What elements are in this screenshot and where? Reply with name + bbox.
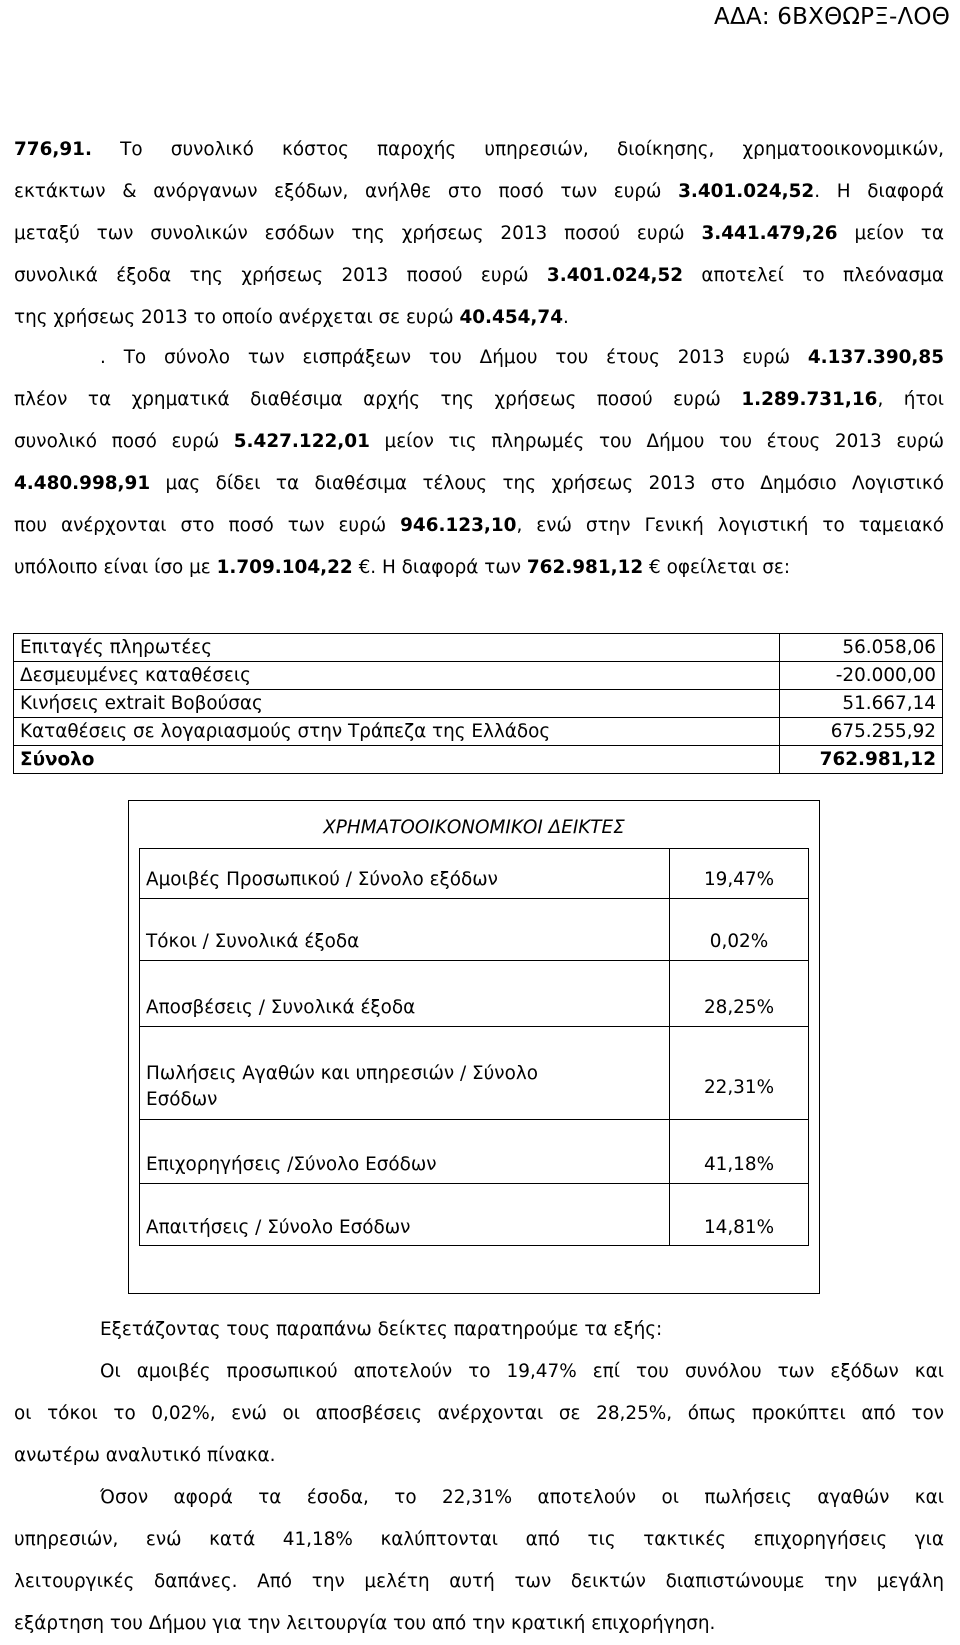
- row-value: 51.667,14: [780, 690, 943, 718]
- table-row: [140, 861, 809, 899]
- observation-line: οι τόκοι το 0,02%, ενώ οι αποσβέσεις ανέρχονται σε 28,25%, όπως προκύπτει από τον: [14, 1403, 944, 1424]
- cash-line-1: . Το σύνολο των εισπράξεων του Δήμου του έτους 2013 ευρώ 4.137.390,85: [100, 347, 944, 368]
- table-row: [140, 1056, 809, 1120]
- observation-line: Όσον αφορά τα έσοδα, το 22,31% αποτελούν οι πωλήσεις αγαθών και: [100, 1487, 944, 1508]
- indicators-table: [139, 848, 809, 1246]
- table-row: [140, 990, 809, 1027]
- table-row: [14, 690, 943, 718]
- table-row: [140, 1146, 809, 1184]
- indicator-value: 14,81%: [670, 1210, 809, 1246]
- indicator-value: 41,18%: [670, 1146, 809, 1184]
- row-label: Κινήσεις extrait Βοβούσας: [14, 690, 780, 718]
- observation-line: ανωτέρω αναλυτικό πίνακα.: [14, 1445, 276, 1466]
- intro-line-3: μεταξύ των συνολικών εσόδων της χρήσεως 2013 ποσού ευρώ 3.441.479,26 μείον τα: [14, 223, 944, 244]
- observations-section: [14, 1309, 944, 1645]
- spacer-row: [140, 899, 809, 924]
- table-row: [14, 634, 943, 662]
- ada-code: ΑΔΑ: 6ΒΧΘΩΡΞ-ΛΟΘ: [714, 4, 950, 30]
- total-row: [14, 746, 943, 774]
- observation-line: υπηρεσιών, ενώ κατά 41,18% καλύπτονται από τις τακτικές επιχορηγήσεις για: [14, 1529, 944, 1550]
- indicator-label: Απαιτήσεις / Σύνολο Εσόδων: [140, 1210, 670, 1246]
- table-row: [140, 1210, 809, 1246]
- difference-breakdown-table: [13, 633, 943, 774]
- row-label: Καταθέσεις σε λογαριασμούς στην Τράπεζα της Ελλάδος: [14, 718, 780, 746]
- observation-line: Οι αμοιβές προσωπικού αποτελούν το 19,47% επί του συνόλου των εξόδων και: [100, 1361, 944, 1382]
- table-row: [140, 924, 809, 961]
- cash-line-6: υπόλοιπο είναι ίσο με 1.709.104,22 €. Η διαφορά των 762.981,12 € οφείλεται σε:: [14, 557, 791, 578]
- total-label: Σύνολο: [14, 746, 780, 774]
- spacer-row: [140, 1184, 809, 1210]
- financial-indicators-box: [128, 800, 820, 1294]
- cash-line-3: συνολικό ποσό ευρώ 5.427.122,01 μείον τις πληρωμές του Δήμου του έτους 2013 ευρώ: [14, 431, 944, 452]
- spacer-row: [140, 1027, 809, 1056]
- total-value: 762.981,12: [780, 746, 943, 774]
- indicator-value: 28,25%: [670, 990, 809, 1027]
- spacer-row: [140, 849, 809, 861]
- cash-line-2: πλέον τα χρηματικά διαθέσιμα αρχής της χρήσεως ποσού ευρώ 1.289.731,16, ήτοι: [14, 389, 944, 410]
- intro-line-2: εκτάκτων & ανόργανων εξόδων, ανήλθε στο ποσό των ευρώ 3.401.024,52. Η διαφορά: [14, 181, 944, 202]
- cash-paragraph: [14, 337, 944, 589]
- cash-line-5: που ανέρχονται στο ποσό των ευρώ 946.123,10, ενώ στην Γενική λογιστική το ταμειακό: [14, 515, 945, 536]
- intro-line-1: 776,91. Το συνολικό κόστος παροχής υπηρεσιών, διοίκησης, χρηματοοικονομικών,: [14, 139, 944, 160]
- intro-line-5: της χρήσεως 2013 το οποίο ανέρχεται σε ευρώ 40.454,74.: [14, 307, 569, 328]
- table-row: [14, 662, 943, 690]
- spacer-row: [140, 1120, 809, 1146]
- indicators-title: ΧΡΗΜΑΤΟΟΙΚΟΝΟΜΙΚΟΙ ΔΕΙΚΤΕΣ: [323, 817, 625, 838]
- row-value: 675.255,92: [780, 718, 943, 746]
- indicator-label: Τόκοι / Συνολικά έξοδα: [140, 924, 670, 961]
- row-value: 56.058,06: [780, 634, 943, 662]
- indicator-value: 0,02%: [670, 924, 809, 961]
- row-value: -20.000,00: [780, 662, 943, 690]
- indicator-label: Αποσβέσεις / Συνολικά έξοδα: [140, 990, 670, 1027]
- spacer-row: [140, 961, 809, 990]
- intro-paragraph: [14, 129, 944, 339]
- row-label: Επιταγές πληρωτέες: [14, 634, 780, 662]
- indicator-label: Αμοιβές Προσωπικού / Σύνολο εξόδων: [140, 861, 670, 899]
- cash-line-4: 4.480.998,91 μας δίδει τα διαθέσιμα τέλους της χρήσεως 2013 στο Δημόσιο Λογιστικό: [14, 473, 944, 494]
- observation-intro: Εξετάζοντας τους παραπάνω δείκτες παρατηρούμε τα εξής:: [100, 1319, 663, 1340]
- indicator-label: Επιχορηγήσεις /Σύνολο Εσόδων: [140, 1146, 670, 1184]
- indicator-value: 19,47%: [670, 861, 809, 899]
- observation-line: λειτουργικές δαπάνες. Από την μελέτη αυτή των δεικτών διαπιστώνουμε την μεγάλη: [14, 1571, 944, 1592]
- indicator-label: Πωλήσεις Αγαθών και υπηρεσιών / Σύνολο Εσόδων: [140, 1056, 670, 1120]
- row-label: Δεσμευμένες καταθέσεις: [14, 662, 780, 690]
- table-row: [14, 718, 943, 746]
- indicator-value: 22,31%: [670, 1056, 809, 1120]
- intro-line-4: συνολικά έξοδα της χρήσεως 2013 ποσού ευρώ 3.401.024,52 αποτελεί το πλεόνασμα: [14, 265, 944, 286]
- observation-line: εξάρτηση του Δήμου για την λειτουργία του από την κρατική επιχορήγηση.: [14, 1613, 716, 1634]
